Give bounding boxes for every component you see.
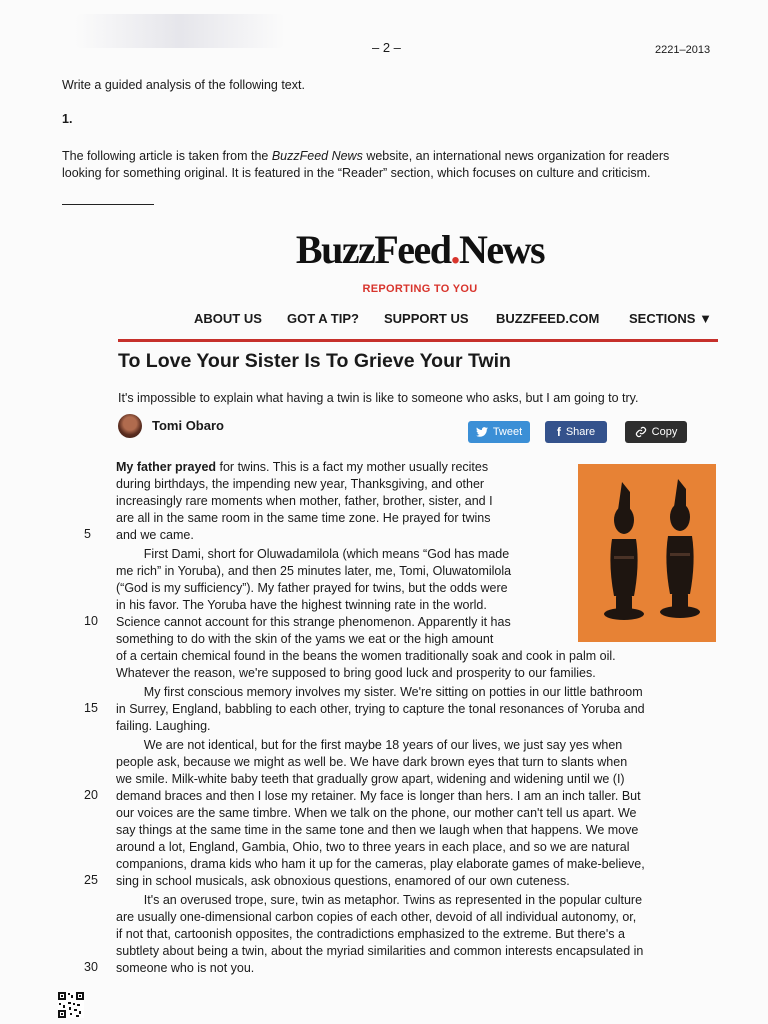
body-line: sing in school musicals, ask obnoxious questions, enamored of our own cuteness. [116, 874, 570, 888]
line-number: 15 [84, 701, 98, 715]
qr-code [58, 992, 84, 1018]
body-line: and we came. [116, 528, 194, 542]
body-line-text: for twins. This is a fact my mother usually recites [216, 460, 489, 474]
instruction: Write a guided analysis of the following text. [62, 78, 305, 92]
line-number: 30 [84, 960, 98, 974]
body-line: during birthdays, the impending new year, Thanksgiving, and other [116, 477, 485, 491]
line-number: 5 [84, 527, 91, 541]
author-avatar [118, 414, 142, 438]
logo-buzzfeed: BuzzFeed [295, 227, 451, 272]
body-line: we smile. Milk-white baby teeth that gradually grow apart, widening and widening until we (I) [116, 772, 625, 786]
body-line: in Surrey, England, babbling to each other, trying to capture the tonal resonances of Yoruba and [116, 702, 645, 716]
intro-divider [62, 204, 154, 205]
body-line: in his favor. The Yoruba have the highest twinning rate in the world. [116, 598, 487, 612]
body-line: me rich” in Yoruba), and then 25 minutes later, me, Tomi, Oluwatomilola [116, 564, 512, 578]
line-number: 10 [84, 614, 98, 628]
body-line: companions, drama kids who ham it up for the cameras, play elaborate games of make-believe, [116, 857, 645, 871]
body-line: We are not identical, but for the first maybe 18 years of our lives, we just say yes when [116, 738, 623, 752]
line-number: 20 [84, 788, 98, 802]
line-number: 25 [84, 873, 98, 887]
tweet-label: Tweet [492, 426, 523, 438]
body-line: someone who is not you. [116, 961, 255, 975]
body-line: (“God is my sufficiency”). My father prayed for twins, but the odds were [116, 581, 508, 595]
body-line: increasingly rare moments when mother, father, brother, sister, and I [116, 494, 493, 508]
exam-code: 2221–2013 [655, 44, 711, 56]
tweet-button[interactable] [468, 421, 530, 443]
twin-figurines-photo [578, 464, 716, 642]
facebook-share-button[interactable] [545, 421, 607, 443]
lead-bold: My father prayed [116, 460, 217, 474]
copy-link-button[interactable] [625, 421, 687, 443]
body-line: of a certain chemical found in the beans the women traditionally soak and cook in palm oil. [116, 649, 616, 663]
intro-part-1: The following article is taken from the [62, 149, 272, 163]
nav-support-us[interactable]: SUPPORT US [384, 311, 469, 326]
buzzfeed-news-logo: BuzzFeed.News [295, 227, 545, 272]
article-headline: To Love Your Sister Is To Grieve Your Twin [118, 350, 511, 372]
masthead-rule [118, 339, 718, 342]
question-number: 1. [62, 112, 73, 126]
twin-figurines-illustration [578, 464, 716, 642]
body-line: say things at the same time in the same tone and then we laugh when that happens. We move [116, 823, 639, 837]
body-line: First Dami, short for Oluwadamilola (which means “God has made [116, 547, 510, 561]
nav-sections[interactable]: SECTIONS ▼ [629, 311, 712, 326]
share-label: Share [565, 426, 596, 438]
body-line: people ask, because we might as well be. We have dark brown eyes that turn to slants when [116, 755, 628, 769]
nav-got-a-tip[interactable]: GOT A TIP? [287, 311, 359, 326]
tagline: REPORTING TO YOU [362, 283, 478, 295]
intro-source: BuzzFeed News [271, 149, 363, 163]
nav-about-us[interactable]: ABOUT US [194, 311, 262, 326]
twitter-bird-icon [476, 427, 488, 437]
body-line: our voices are the same timbre. When we talk on the phone, our mother can't tell us apart. We [116, 806, 637, 820]
body-line [116, 459, 488, 476]
facebook-icon: f [556, 425, 561, 439]
logo-news: News [459, 227, 545, 272]
body-line: subtlety about being a twin, about the myriad similarities and common interests encapsulated in [116, 944, 644, 958]
body-line: something to do with the skin of the yams we eat or the high amount [116, 632, 494, 646]
body-line: are usually one-dimensional carbon copies of each other, devoid of all individual autonomy, or, [116, 910, 637, 924]
body-line: if not that, cartoonish opposites, the contradictions emphasized to the extreme. But there's a [116, 927, 625, 941]
body-line: Whatever the reason, we're supposed to bring good luck and prosperity to our families. [116, 666, 596, 680]
body-line: Science cannot account for this strange phenomenon. Apparently it has [116, 615, 511, 629]
body-line: My first conscious memory involves my sister. We're sitting on potties in our little bathroom [116, 685, 643, 699]
body-line: around a lot, England, Gambia, Ohio, two to three years in each place, and so we are natural [116, 840, 630, 854]
intro-paragraph [62, 148, 712, 182]
article-dek: It's impossible to explain what having a twin is like to someone who asks, but I am going to try. [118, 391, 639, 405]
body-line: are all in the same room in the same time zone. He prayed for twins [116, 511, 491, 525]
intro-part-2: website, an international news organization for readers looking for something original. It is featured in the “Reader” section, which focuses on culture and criticism. [62, 149, 670, 180]
body-line: demand braces and then I lose my retainer. My face is longer than hers. I am an inch taller. But [116, 789, 641, 803]
copy-label: Copy [651, 426, 678, 438]
link-icon [635, 426, 647, 438]
scan-smudge [75, 14, 285, 48]
body-line: failing. Laughing. [116, 719, 211, 733]
body-line: It's an overused trope, sure, twin as metaphor. Twins as represented in the popular culture [116, 893, 643, 907]
page-number: – 2 – [372, 40, 401, 55]
author-name[interactable]: Tomi Obaro [152, 418, 224, 433]
nav-buzzfeed-com[interactable]: BUZZFEED.COM [496, 311, 600, 326]
